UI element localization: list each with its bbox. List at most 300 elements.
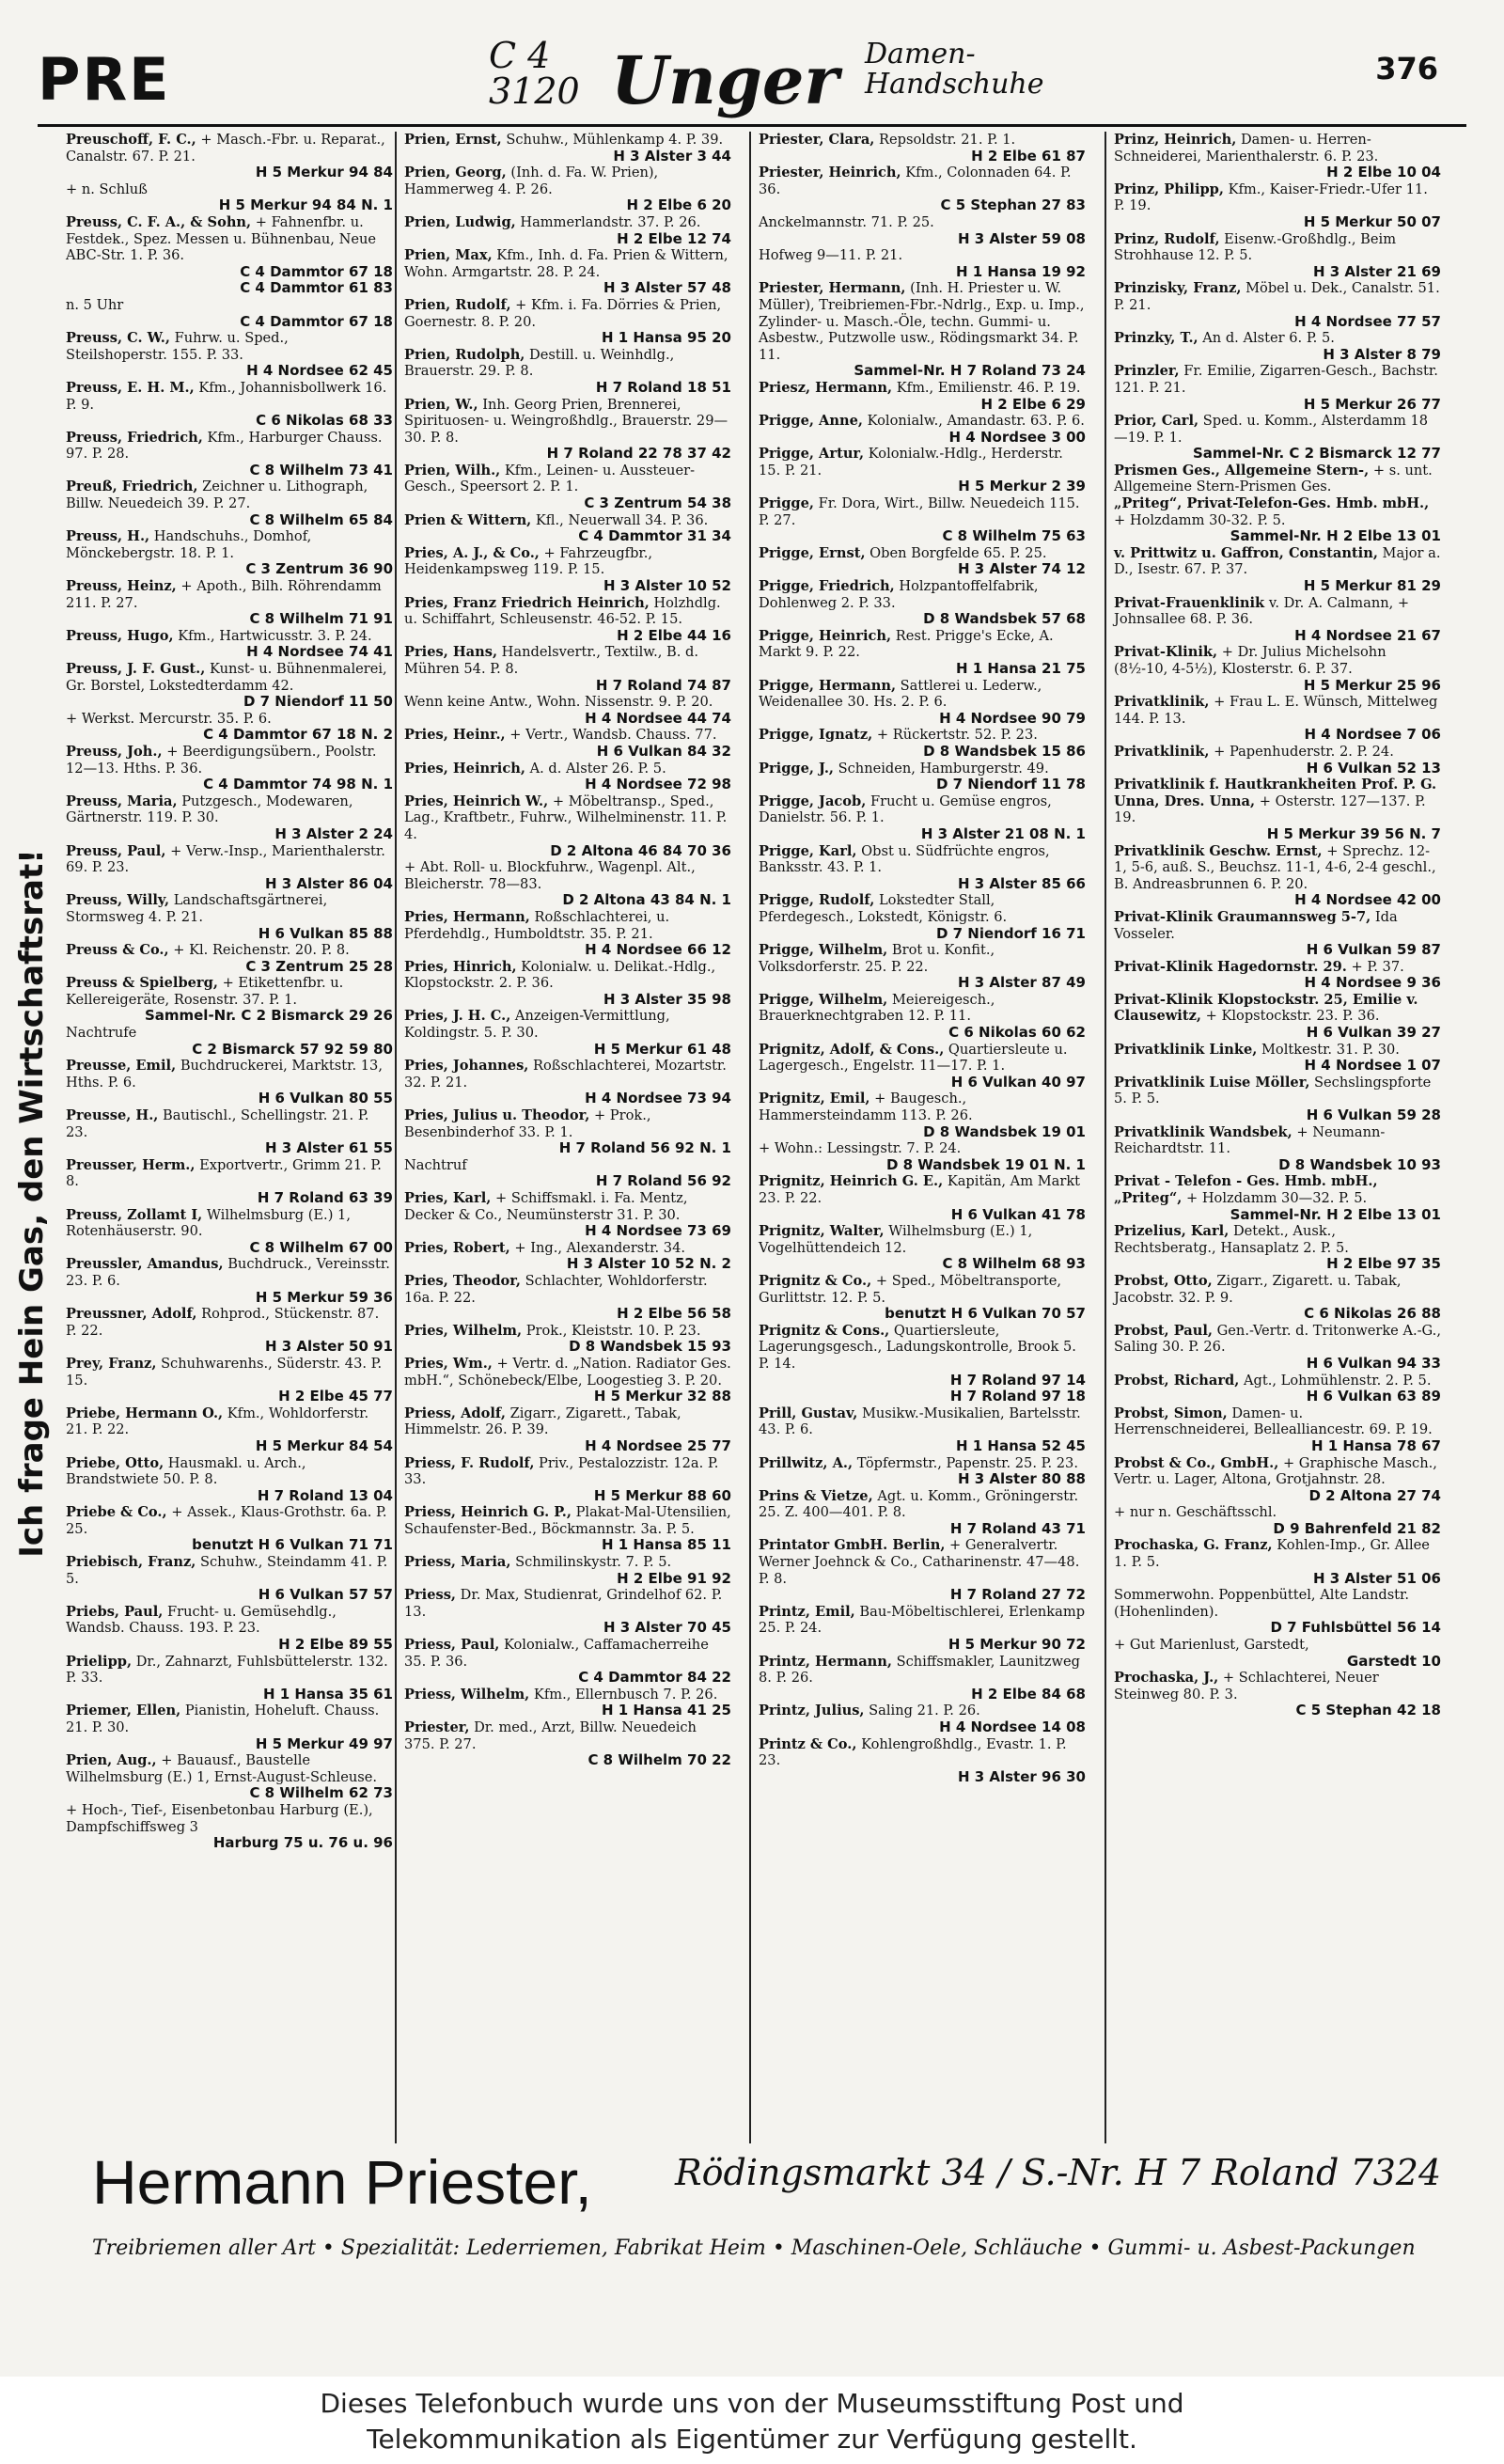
entry-details: Major a. D., Isestr. 67. P. 37. [1114, 544, 1441, 578]
entry-phone: H 3 Alster 57 48 [603, 279, 731, 297]
entry-name: Prinz, Heinrich, [1114, 132, 1237, 148]
entry-name: Prignitz, Heinrich G. E., [759, 1173, 944, 1190]
entry-details: + Etikettenfbr. u. Kellereigeräte, Rosenstr. 37. P. 1. [66, 975, 344, 1008]
entry-phone: H 4 Nordsee 90 79 [939, 709, 1086, 727]
listing-entry [751, 1223, 1089, 1273]
entry-phone: H 6 Vulkan 57 57 [258, 1586, 393, 1604]
entry-phone: D 8 Wandsbek 19 01 N. 1 [885, 1155, 1086, 1173]
entry-details: Kfm., Hartwicusstr. 3. P. 24. [178, 627, 372, 644]
entry-phone: H 2 Elbe 56 58 [617, 1305, 731, 1323]
entry-details: A. d. Alster 26. P. 5. [529, 760, 666, 777]
entry-details: v. Dr. A. Calmann, + Johnsallee 68. P. 36. [1114, 594, 1410, 628]
entry-name: Preusser, Herm., [66, 1156, 196, 1173]
listing-entry [1106, 744, 1445, 777]
entry-details: Kfm., Colonnaden 64. P. 36. [759, 165, 1072, 197]
entry-name: Pries, Heinrich W., [404, 793, 549, 809]
listing-entry [397, 1323, 735, 1356]
entry-phone: H 1 Hansa 52 45 [955, 1436, 1086, 1454]
entry-details: Fr. Dora, Wirt., Billw. Neuedeich 115. P. 27. [759, 495, 1080, 528]
entry-name: Preuss, Maria, [66, 793, 178, 809]
handwritten-note: C 4 3120 [489, 35, 580, 112]
footer-line-1: Dieses Telefonbuch wurde uns von der Museumsstiftung Post und [320, 2388, 1184, 2419]
entry-name: Privatklinik Luise Möller, [1114, 1074, 1310, 1091]
entry-name: Preuss, C. W., [66, 330, 170, 347]
entry-details: Kfm., Ellernbusch 7. P. 26. [533, 1686, 718, 1703]
listing-entry [397, 1157, 735, 1190]
entry-phone: H 1 Hansa 95 20 [601, 329, 731, 347]
side-slogan [13, 780, 58, 1626]
entry-details: Destill. u. Weinhdlg., Brauerstr. 29. P. 8. [404, 346, 675, 380]
entry-phone: H 3 Alster 50 91 [264, 1338, 393, 1356]
entry-name: Pries, Robert, [404, 1239, 510, 1256]
entry-phone: C 6 Nikolas 68 33 [256, 412, 393, 430]
entry-phone: D 2 Altona 43 84 N. 1 [562, 891, 731, 909]
entry-name: Privat-Klinik Graumannsweg 5-7, [1114, 908, 1371, 925]
entry-name: Preuss, Willy, [66, 892, 170, 909]
listing-entry [58, 132, 397, 181]
entry-name: Probst & Co., GmbH., [1114, 1454, 1279, 1471]
entry-name: Preusse, Emil, [66, 1058, 177, 1075]
listing-entry [751, 678, 1089, 728]
entry-details: Kolonialw.-Hdlg., Herderstr. 15. P. 21. [759, 446, 1063, 479]
entry-phone: H 4 Nordsee 77 57 [1294, 312, 1441, 330]
entry-name: Printz, Julius, [759, 1703, 865, 1719]
entry-name: Prigge, Rudolf, [759, 892, 875, 909]
entry-details: + Holzdamm 30—32. P. 5. [1185, 1190, 1368, 1206]
entry-details: Schlachter, Wohldorferstr. 16a. P. 22. [404, 1272, 708, 1306]
entry-details: Sattlerei u. Lederw., Weidenallee 30. Hs. 2. P. 6. [759, 677, 1042, 711]
entry-details: Kfm., Inh. d. Fa. Prien & Wittern, Wohn. Armgartstr. 28. P. 24. [404, 247, 728, 280]
listing-entry [397, 1405, 735, 1455]
entry-details: Landschaftsgärtnerei, Stormsweg 4. P. 21. [66, 892, 328, 925]
entry-name: Pries, Johannes, [404, 1058, 529, 1075]
entry-details: Musikw.-Musikalien, Bartelsstr. 43. P. 6. [759, 1405, 1081, 1438]
listing-entry [751, 892, 1089, 942]
listing-entry [58, 793, 397, 843]
listing-entry [397, 1455, 735, 1505]
entry-phone: D 8 Wandsbek 10 93 [1278, 1155, 1441, 1173]
entry-details: + n. Schluß [66, 180, 148, 197]
entry-name: Prigge, [759, 495, 814, 512]
listing-entry [1106, 363, 1445, 413]
entry-phone: C 3 Zentrum 54 38 [584, 494, 731, 512]
entry-phone: H 3 Alster 70 45 [603, 1619, 731, 1637]
entry-phone: C 8 Wilhelm 68 93 [942, 1255, 1086, 1273]
entry-details: Hammerlandstr. 37. P. 26. [520, 213, 701, 230]
entry-details: Kfm., Wohldorferstr. 21. P. 22. [66, 1405, 369, 1438]
entry-name: Pries, Wm., [404, 1355, 493, 1372]
entry-details: Buchdruck., Vereinsstr. 23. P. 6. [66, 1256, 390, 1289]
entry-phone: benutzt H 6 Vulkan 70 57 [885, 1305, 1086, 1323]
listing-entry [58, 1654, 397, 1703]
listing-entry [1106, 1273, 1445, 1323]
entry-name: Preuss, Zollamt I, [66, 1206, 203, 1223]
entry-phone: H 3 Alster 3 44 [613, 147, 731, 165]
entry-phone: H 4 Nordsee 1 07 [1304, 1057, 1441, 1075]
listing-entry [1106, 231, 1445, 281]
entry-details: Detekt., Ausk., Rechtsberatg., Hansaplatz 2. P. 5. [1114, 1223, 1349, 1256]
entry-details: Sped. u. Komm., Alsterdamm 18—19. P. 1. [1114, 413, 1429, 446]
entry-name: Prinz, Rudolf, [1114, 230, 1220, 247]
listing-entry [58, 578, 397, 628]
entry-name: Prismen Ges., Allgemeine Stern-, [1114, 462, 1370, 479]
listing-entry [397, 512, 735, 545]
entry-details: + s. unt. Allgemeine Stern-Prismen Ges. [1114, 462, 1433, 495]
entry-details: Rest. Prigge's Ecke, A. Markt 9. P. 22. [759, 627, 1054, 661]
listing-entry [58, 1058, 397, 1107]
entry-details: + Baugesch., Hammersteindamm 113. P. 26. [759, 1091, 973, 1124]
entry-phone: H 4 Nordsee 14 08 [939, 1719, 1086, 1735]
entry-name: Prigge, Heinrich, [759, 627, 892, 644]
entry-details: Ida Vosseler. [1114, 908, 1398, 942]
listing-entry [58, 843, 397, 893]
listing-entry [751, 992, 1089, 1042]
entry-phone: H 5 Merkur 26 77 [1303, 395, 1441, 413]
listing-entry [58, 380, 397, 430]
listing-entry [397, 214, 735, 247]
entry-details: Dr. Max, Studienrat, Grindelhof 62. P. 13. [404, 1587, 723, 1620]
entry-details: Brot u. Konfit., Volksdorferstr. 25. P. 22. [759, 942, 995, 975]
entry-phone: H 6 Vulkan 80 55 [258, 1090, 393, 1107]
listing-entry [58, 1405, 397, 1455]
entry-details: (Inh. d. Fa. W. Prien), Hammerweg 4. P. 26. [404, 165, 659, 197]
listing-entry [751, 413, 1089, 446]
entry-details: + Kfm. i. Fa. Dörries & Prien, Goernestr. 8. P. 20. [404, 296, 722, 330]
entry-name: Priess, Heinrich G. P., [404, 1504, 572, 1521]
entry-phone: C 5 Stephan 27 83 [940, 196, 1086, 214]
entry-name: Preuss & Co., [66, 942, 169, 959]
entry-phone: C 8 Wilhelm 62 73 [249, 1784, 393, 1802]
entry-name: Preuss, Paul, [66, 842, 166, 859]
entry-phone: H 1 Hansa 41 25 [601, 1702, 731, 1719]
entry-phone: H 7 Roland 97 18 [949, 1388, 1086, 1405]
entry-phone: C 4 Dammtor 67 18 [240, 262, 393, 280]
entry-name: Priester, Heinrich, [759, 165, 901, 181]
entry-phone: C 4 Dammtor 74 98 N. 1 [203, 776, 393, 793]
entry-details: Quartiersleute, Lagerungsgesch., Ladungskontrolle, Brook 5. P. 14. [759, 1322, 1076, 1372]
listing-entry [397, 694, 735, 727]
entry-name: Prochaska, J., [1114, 1670, 1219, 1687]
entry-phone: H 3 Alster 51 06 [1312, 1569, 1441, 1587]
listing-entry [751, 1537, 1089, 1603]
entry-phone: H 1 Hansa 19 92 [955, 262, 1086, 280]
entry-details: + Graphische Masch., Vertr. u. Lager, Altona, Grotjahnstr. 28. [1114, 1454, 1437, 1488]
entry-details: + Apoth., Bilh. Röhrendamm 211. P. 27. [66, 578, 382, 611]
listing-entry [397, 545, 735, 595]
entry-details: Meiereigesch., Brauerknechtgraben 12. P. 11. [759, 991, 995, 1025]
entry-details: + Neumann-Reichardtstr. 11. [1114, 1123, 1386, 1157]
entry-name: Prigge, Hermann, [759, 677, 897, 694]
entry-phone: H 6 Vulkan 85 88 [258, 924, 393, 942]
entry-phone: H 2 Elbe 45 77 [278, 1388, 393, 1405]
listing-entry [1106, 595, 1445, 645]
entry-phone: H 1 Hansa 85 11 [601, 1536, 731, 1554]
entry-details: + Kl. Reichenstr. 20. P. 8. [173, 942, 350, 959]
entry-details: Kfm., Leinen- u. Aussteuer-Gesch., Speersort 2. P. 1. [404, 462, 696, 495]
entry-phone: H 3 Alster 59 08 [957, 229, 1086, 247]
entry-details: Schuhw., Steindamm 41. P. 5. [66, 1554, 388, 1587]
entry-name: Printz, Emil, [759, 1603, 855, 1620]
entry-phone: H 2 Elbe 6 29 [980, 395, 1086, 413]
entry-details: Kapitän, Am Markt 23. P. 22. [759, 1173, 1081, 1206]
listing-entry [1106, 1504, 1445, 1537]
entry-phone: Sammel-Nr. H 7 Roland 73 24 [854, 362, 1086, 380]
entry-phone: H 1 Hansa 21 75 [955, 660, 1086, 677]
entry-phone: H 4 Nordsee 7 06 [1304, 726, 1441, 744]
listing-entry [751, 1455, 1089, 1488]
entry-name: Preuss, Heinz, [66, 578, 177, 595]
listing-entry [58, 1025, 397, 1058]
entry-phone: D 7 Niendorf 16 71 [935, 924, 1086, 942]
listing-entry [751, 380, 1089, 413]
entry-details: Frucht- u. Gemüsehdlg., Wandsb. Chauss. 193. P. 23. [66, 1603, 337, 1637]
entry-name: Prigge, Ignatz, [759, 727, 873, 744]
entry-name: Prigge, Karl, [759, 842, 857, 859]
entry-name: Prien, Rudolf, [404, 296, 511, 313]
listing-entry [58, 430, 397, 479]
entry-phone: C 6 Nikolas 26 88 [1304, 1305, 1441, 1323]
entry-phone: H 2 Elbe 44 16 [617, 626, 731, 644]
entry-details: Kolonialw., Amandastr. 63. P. 6. [867, 413, 1085, 430]
entry-details: Schmilinskystr. 7. P. 5. [515, 1554, 672, 1571]
entry-details: + Möbeltransp., Sped., Lag., Kraftbetr., Fuhrw., Wilhelminenstr. 11. P. 4. [404, 793, 728, 842]
listing-entry [751, 247, 1089, 280]
entry-name: Priess, Wilhelm, [404, 1686, 530, 1703]
listing-entry [1106, 495, 1445, 545]
listing-entry [58, 661, 397, 711]
entry-details: + Beerdigungsübern., Poolstr. 12—13. Hths. P. 36. [66, 743, 377, 777]
listing-entry [58, 1504, 397, 1554]
listing-entry [751, 1273, 1089, 1323]
entry-phone: C 2 Bismarck 57 92 59 80 [192, 1040, 393, 1058]
entry-details: Möbel u. Dek., Canalstr. 51. P. 21. [1114, 280, 1440, 313]
entry-phone: H 6 Vulkan 39 27 [1306, 1024, 1441, 1042]
entry-name: Prill, Gustav, [759, 1405, 858, 1421]
footer-notice [0, 2377, 1504, 2464]
entry-phone: H 3 Alster 61 55 [264, 1139, 393, 1157]
entry-details: Wilhelmsburg (E.) 1, Rotenhäuserstr. 90. [66, 1206, 351, 1240]
listing-entry [58, 1752, 397, 1802]
entry-phone: H 5 Merkur 2 39 [958, 478, 1086, 495]
listing-entry [397, 909, 735, 959]
entry-phone: H 2 Elbe 97 35 [1326, 1255, 1441, 1273]
entry-details: Hofweg 9—11. P. 21. [759, 247, 903, 264]
entry-details: Kfl., Neuerwall 34. P. 36. [535, 511, 709, 528]
listing-entry [397, 793, 735, 859]
entry-details: Kfm., Johannisbollwerk 16. P. 9. [66, 379, 387, 413]
entry-name: Prinzky, T., [1114, 330, 1198, 347]
entry-details: Anzeigen-Vermittlung, Koldingstr. 5. P. 30. [404, 1008, 670, 1042]
listing-entry [751, 942, 1089, 992]
entry-name: „Priteg“, Privat-Telefon-Ges. Hmb. mbH., [1114, 495, 1430, 512]
listing-entry [1106, 1323, 1445, 1373]
listing-entry [58, 1157, 397, 1207]
listing-entry [1106, 280, 1445, 330]
entry-name: Priebe, Hermann O., [66, 1405, 224, 1421]
listing-entry [1106, 132, 1445, 181]
entry-name: Priess, Maria, [404, 1554, 511, 1571]
entry-phone: H 4 Nordsee 3 00 [948, 428, 1086, 446]
entry-name: Pries, Hans, [404, 644, 498, 661]
entry-phone: Sammel-Nr. H 2 Elbe 13 01 [1230, 527, 1441, 545]
listing-entry [1106, 1223, 1445, 1273]
entry-name: Prochaska, G. Franz, [1114, 1537, 1273, 1554]
entry-phone: Garstedt 10 [1346, 1652, 1441, 1670]
entry-phone: D 2 Altona 27 74 [1308, 1486, 1441, 1504]
header-rule [38, 124, 1466, 127]
entry-phone: H 7 Roland 43 71 [949, 1519, 1086, 1537]
entry-name: Prinzisky, Franz, [1114, 280, 1242, 297]
entry-details: + Hoch-, Tief-, Eisenbetonbau Harburg (E.), Dampfschiffsweg 3 [66, 1801, 373, 1835]
entry-phone: H 6 Vulkan 63 89 [1306, 1388, 1441, 1405]
entry-name: Prigge, Friedrich, [759, 578, 895, 595]
entry-details: + Masch.-Fbr. u. Reparat., Canalstr. 67. P. 21. [66, 132, 385, 165]
entry-details: Prok., Kleiststr. 10. P. 23. [525, 1322, 701, 1339]
entry-details: + Osterstr. 127—137. P. 19. [1114, 793, 1426, 826]
entry-name: Priester, [404, 1719, 470, 1735]
entry-details: Pianistin, Hoheluft. Chauss. 21. P. 30. [66, 1703, 380, 1735]
entry-name: Pries, Hinrich, [404, 958, 517, 975]
entry-name: Prien, Max, [404, 247, 493, 264]
entry-name: Privatklinik, [1114, 694, 1210, 711]
entry-phone: H 4 Nordsee 73 94 [585, 1090, 731, 1107]
entry-details: Schuhwarenhs., Süderstr. 43. P. 15. [66, 1355, 383, 1389]
listing-entry [1106, 1373, 1445, 1405]
listing-entry [397, 1637, 735, 1687]
listing-entry [58, 975, 397, 1025]
listing-entry [397, 859, 735, 909]
entry-phone: Harburg 75 u. 76 u. 96 [212, 1834, 393, 1852]
entry-name: Printz, Hermann, [759, 1653, 892, 1670]
entry-name: Prignitz, Emil, [759, 1091, 870, 1107]
entry-details: Oben Borgfelde 65. P. 25. [870, 544, 1047, 561]
entry-details: Schneiden, Hamburgerstr. 49. [838, 760, 1049, 777]
listing-entry [58, 1802, 397, 1852]
entry-phone: H 4 Nordsee 66 12 [585, 941, 731, 959]
entry-phone: H 2 Elbe 12 74 [617, 229, 731, 247]
entry-phone: D 7 Fuhlsbüttel 56 14 [1270, 1619, 1441, 1637]
entry-phone: C 4 Dammtor 67 18 N. 2 [203, 726, 393, 744]
entry-phone: H 5 Merkur 39 56 N. 7 [1266, 824, 1441, 842]
listing-entry [58, 892, 397, 942]
listing-entry [397, 463, 735, 512]
entry-phone: H 2 Elbe 61 87 [971, 147, 1086, 165]
entry-details: Bau-Möbeltischlerei, Erlenkamp 25. P. 24. [759, 1603, 1086, 1637]
entry-details: Schiffsmakler, Launitzweg 8. P. 26. [759, 1653, 1080, 1687]
entry-name: Prignitz, Adolf, & Cons., [759, 1041, 945, 1058]
entry-details: + Fahnenfbr. u. Festdek., Spez. Messen u. Bühnenbau, Neue ABC-Str. 1. P. 36. [66, 213, 377, 264]
listing-entry [397, 644, 735, 694]
entry-name: Privat - Telefon - Ges. Hmb. mbH., „Priteg“, [1114, 1173, 1378, 1206]
entry-phone: H 6 Vulkan 41 78 [950, 1205, 1086, 1223]
entry-phone: C 8 Wilhelm 73 41 [249, 461, 393, 479]
entry-details: Nachtrufe [66, 1025, 137, 1042]
entry-details: + Rückertstr. 52. P. 23. [876, 727, 1038, 744]
listing-entry [751, 1091, 1089, 1140]
listing-entry [397, 165, 735, 214]
listing-entry [1106, 181, 1445, 231]
entry-phone: C 8 Wilhelm 65 84 [249, 510, 393, 528]
entry-details: Kolonialw., Caffamacherreihe 35. P. 36. [404, 1637, 709, 1670]
entry-name: Preuss, E. H. M., [66, 379, 195, 396]
entry-details: (Inh. H. Priester u. W. Müller), Treibriemen-Fbr.-Ndrlg., Exp. u. Imp., Zylinder- u. Masch.-Öle, techn. Gummi- u. Asbestw., Putzwolle usw., Rödingsmarkt 34. P. 11. [759, 280, 1085, 363]
listing-entry [397, 1107, 735, 1157]
entry-name: Pries, Hermann, [404, 908, 530, 925]
listing-entry [58, 214, 397, 280]
entry-name: Privatklinik Wandsbek, [1114, 1123, 1292, 1140]
entry-phone: H 3 Alster 35 98 [603, 990, 731, 1008]
entry-details: Zigarr., Zigarett. u. Tabak, Jacobstr. 32. P. 9. [1114, 1272, 1402, 1306]
column-1 [58, 132, 397, 2134]
entry-name: Probst, Simon, [1114, 1405, 1228, 1421]
entry-phone: H 3 Alster 80 88 [957, 1470, 1086, 1488]
listing-entry [1106, 1587, 1445, 1637]
entry-name: Probst, Paul, [1114, 1322, 1213, 1339]
entry-phone: H 3 Alster 87 49 [957, 974, 1086, 992]
entry-details: + Schlachterei, Neuer Steinweg 80. P. 3. [1114, 1670, 1379, 1703]
entry-phone: C 3 Zentrum 36 90 [245, 560, 393, 578]
listing-entry [1106, 1173, 1445, 1223]
entry-name: Prien, Rudolph, [404, 346, 525, 363]
listing-entry [58, 1306, 397, 1356]
entry-name: Prigge, Wilhelm, [759, 991, 888, 1008]
entry-phone: H 7 Roland 56 92 N. 1 [558, 1139, 731, 1157]
entry-phone: C 4 Dammtor 31 34 [578, 527, 731, 545]
listing-entry [397, 1058, 735, 1107]
listing-entry [751, 545, 1089, 578]
entry-name: Prigge, Ernst, [759, 544, 866, 561]
listing-entry [1106, 1042, 1445, 1075]
entry-details: Eisenw.-Großhdlg., Beim Strohhause 12. P. 5. [1114, 230, 1397, 264]
listing-entry [1106, 1637, 1445, 1670]
entry-name: Probst, Otto, [1114, 1272, 1213, 1289]
entry-phone: H 5 Merkur 59 36 [255, 1288, 393, 1306]
listing-entry [751, 1654, 1089, 1703]
entry-name: Privat-Frauenklinik [1114, 594, 1265, 611]
entry-name: Prien, Georg, [404, 165, 507, 181]
entry-details: Obst u. Südfrüchte engros, Banksstr. 43. P. 1. [759, 842, 1050, 876]
entry-details: Wilhelmsburg (E.) 1, Vogelhüttendeich 12. [759, 1223, 1033, 1256]
ad-products: Treibriemen aller Art • Spezialität: Lederriemen, Fabrikat Heim • Maschinen-Oele, Schläuche • Gummi- u. Asbest-Packungen [92, 2236, 1416, 2260]
entry-details: Handschuhs., Domhof, Mönckebergstr. 18. P. 1. [66, 528, 312, 561]
listing-entry [1106, 1124, 1445, 1174]
listing-entry [1106, 1537, 1445, 1587]
entry-phone: H 4 Nordsee 9 36 [1304, 974, 1441, 992]
entry-details: + Werkst. Mercurstr. 35. P. 6. [66, 710, 272, 727]
listing-entry [58, 1107, 397, 1157]
entry-name: Pries, Heinrich, [404, 760, 525, 777]
listing-entry [58, 942, 397, 975]
entry-details: Kfm., Kaiser-Friedr.-Ufer 11. P. 19. [1114, 180, 1428, 214]
listing-entry [397, 1240, 735, 1273]
entry-details: Kfm., Harburger Chauss. 97. P. 28. [66, 429, 383, 463]
entry-phone: H 5 Merkur 49 97 [255, 1734, 393, 1752]
entry-details: + Gut Marienlust, Garstedt, [1114, 1637, 1309, 1654]
entry-details: + Schiffsmakl. i. Fa. Mentz, Decker & Co., Neumünsterstr 31. P. 30. [404, 1190, 688, 1223]
listing-entry [58, 181, 397, 214]
entry-details: + nur n. Geschäftsschl. [1114, 1504, 1277, 1521]
entry-details: + Assek., Klaus-Grothstr. 6a. P. 25. [66, 1504, 387, 1537]
entry-name: Prien, Ernst, [404, 132, 502, 148]
listing-entry [1106, 909, 1445, 959]
entry-phone: H 3 Alster 21 08 N. 1 [920, 824, 1086, 842]
listing-entry [751, 761, 1089, 793]
entry-phone: H 5 Merkur 61 48 [593, 1040, 731, 1058]
entry-name: Preuss, Hugo, [66, 627, 174, 644]
entry-details: + Bauausf., Baustelle Wilhelmsburg (E.) 1, Ernst-August-Schleuse. [66, 1752, 378, 1785]
entry-name: Probst, Richard, [1114, 1372, 1240, 1389]
listing-entry [1106, 959, 1445, 992]
